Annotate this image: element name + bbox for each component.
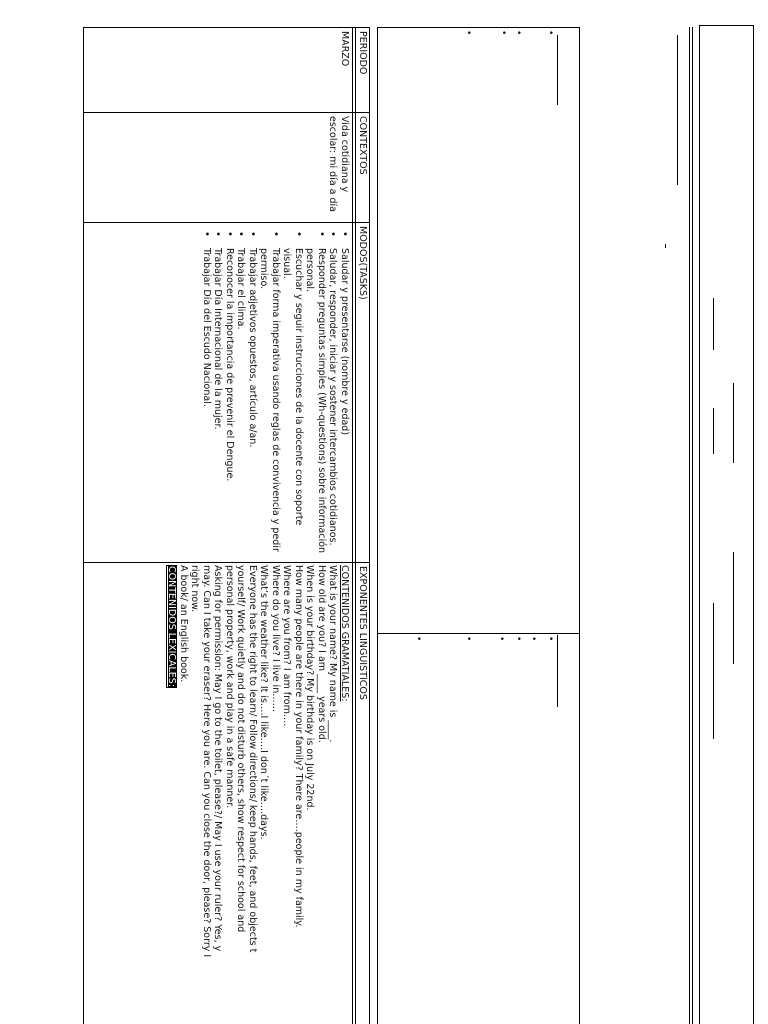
box-b-bottom [689, 27, 690, 1024]
box-a-bottom [377, 27, 378, 1024]
faint-line [677, 35, 678, 185]
grammar-line: Where are you from? I am from…. [281, 565, 293, 727]
box-c-left [699, 25, 754, 26]
exponentes-cell [84, 563, 352, 1024]
lexical-title: CONTENIDOS LEXICALES: [166, 566, 178, 688]
faint-line [665, 244, 666, 248]
box-a-bullet: • [413, 636, 423, 642]
box-a-left [377, 27, 580, 28]
box-a-divider [377, 633, 580, 634]
box-a-bullet: • [513, 30, 523, 36]
grammar-line: How old are you? I am ____ years old. [316, 565, 327, 743]
grammar-line: A book/ an English book. [178, 565, 189, 683]
contexto-value: Vida cotidiana y escolar: mi día a día [327, 116, 350, 213]
task-item: • Saludar y presentarse (nombre y edad) [339, 226, 351, 559]
grammar-line: may. Can I take your eraser? Here you are. Can you close the door, please? Sorry I [201, 565, 212, 958]
faint-line [733, 552, 734, 664]
faint-line [713, 298, 714, 350]
grammar-line: Asking for permission: May I go to the toilet, please?/ May I use your ruler? Yes, y [212, 565, 224, 952]
table-header-rule-double [352, 27, 353, 1024]
faint-line [557, 35, 558, 105]
header-modos-tasks: MODOS(TASKS) [357, 226, 368, 300]
grammar-line: What is your name? My name is ____. [327, 565, 339, 743]
grammar-line: How many people are there in your family? There are….people in my family. [293, 565, 304, 928]
tasks-list [201, 226, 351, 559]
grammar-line: right now. [189, 565, 201, 613]
grammar-line: Where do you live? I live in…… [270, 565, 281, 713]
lexical-title-line [166, 565, 178, 1022]
grammar-title: CONTENIDOS GRAMATIALES: [339, 565, 350, 702]
grammar-line: personal property, work and play in a safe manner. [224, 565, 235, 809]
header-exponentes: EXPONENTES LINGUISTICOS [357, 566, 368, 700]
grammar-line: What’s the weather like? It is….I like….I don´t like….days. [258, 565, 270, 840]
box-c-bottom [699, 25, 700, 1024]
table-border-top [369, 27, 370, 1024]
task-item: • Escuchar y seguir instrucciones de la docente con soporte visual. [281, 226, 304, 559]
grammar-line: When is your birthday? My birthday is on July 22nd. [304, 565, 316, 811]
task-item: • Trabajar Día Internacional de la mujer. [212, 226, 224, 559]
box-a-bullet: • [498, 30, 508, 36]
task-item: • Trabajar adjetivos opuestos, artículo a/an. [247, 226, 259, 559]
periodo-value: MARZO [339, 31, 350, 67]
periodo-cell [84, 28, 352, 112]
task-item: • Trabajar forma imperativa usando reglas de convivencia y pedir permiso. [258, 226, 281, 559]
box-a-bullet: • [463, 30, 473, 36]
faint-line [713, 603, 714, 739]
faint-line [713, 408, 714, 454]
box-a-bullet: • [545, 636, 555, 642]
box-c-top [753, 25, 754, 1024]
box-a-bullet: • [528, 636, 538, 642]
grammar-line: Everyone has the right to learn/ Follow directions/ keep hands, feet, and objects t [247, 565, 258, 953]
header-periodo: PERIODO [357, 31, 368, 75]
grammar-line: yourself/ Work quietly and do not disturb others, show respect for school and [235, 565, 247, 933]
contexto-cell [84, 113, 352, 222]
task-item: • Reconocer la importancia de prevenir el Dengue. [224, 226, 236, 559]
box-a-bullet: • [545, 30, 555, 36]
task-item: • Trabajar Día del Escudo Nacional. [201, 226, 213, 559]
box-b-top [692, 27, 693, 1024]
task-item: • Responder preguntas simples (Wh-questions) sobre información personal. [304, 226, 327, 559]
faint-line [733, 383, 734, 463]
box-a-bullet: • [496, 636, 506, 642]
box-a-top [579, 27, 580, 1024]
box-a-bullet: • [513, 636, 523, 642]
task-item: • Trabajar el clima. [235, 226, 247, 559]
task-item: • Saludar, responder, iniciar y sostener intercambios cotidianos. [327, 226, 339, 559]
header-contextos: CONTEXTOS [357, 116, 368, 175]
faint-line [557, 635, 558, 707]
box-a-bullet: • [463, 636, 473, 642]
tasks-cell [84, 223, 352, 562]
